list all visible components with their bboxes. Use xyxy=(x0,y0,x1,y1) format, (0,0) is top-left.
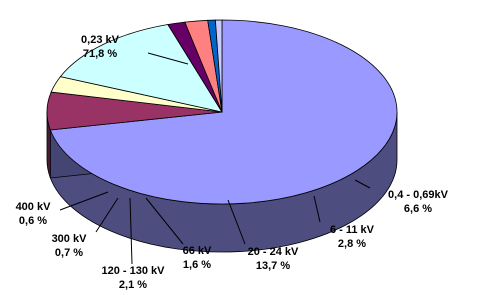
slice-label-3: 20 - 24 kV xyxy=(247,246,299,258)
slice-label-4: 66 kV xyxy=(182,245,212,257)
slice-value-2: 2,8 % xyxy=(337,238,367,250)
slice-label-7: 400 kV xyxy=(15,201,51,213)
slice-value-6: 0,7 % xyxy=(54,247,84,259)
slice-value-0: 71,8 % xyxy=(82,48,118,60)
slice-label-5: 120 - 130 kV xyxy=(101,265,165,277)
slice-value-5: 2,1 % xyxy=(118,279,148,291)
slice-value-4: 1,6 % xyxy=(182,259,212,271)
slice-value-7: 0,6 % xyxy=(18,215,48,227)
slice-label-0: 0,23 kV xyxy=(81,34,119,46)
slice-label-1: 0,4 - 0,69kV xyxy=(388,189,448,201)
slice-label-6: 300 kV xyxy=(51,233,87,245)
slice-value-1: 6,6 % xyxy=(403,203,433,215)
slice-label-2: 6 - 11 kV xyxy=(329,224,375,236)
slice-value-3: 13,7 % xyxy=(255,260,291,272)
